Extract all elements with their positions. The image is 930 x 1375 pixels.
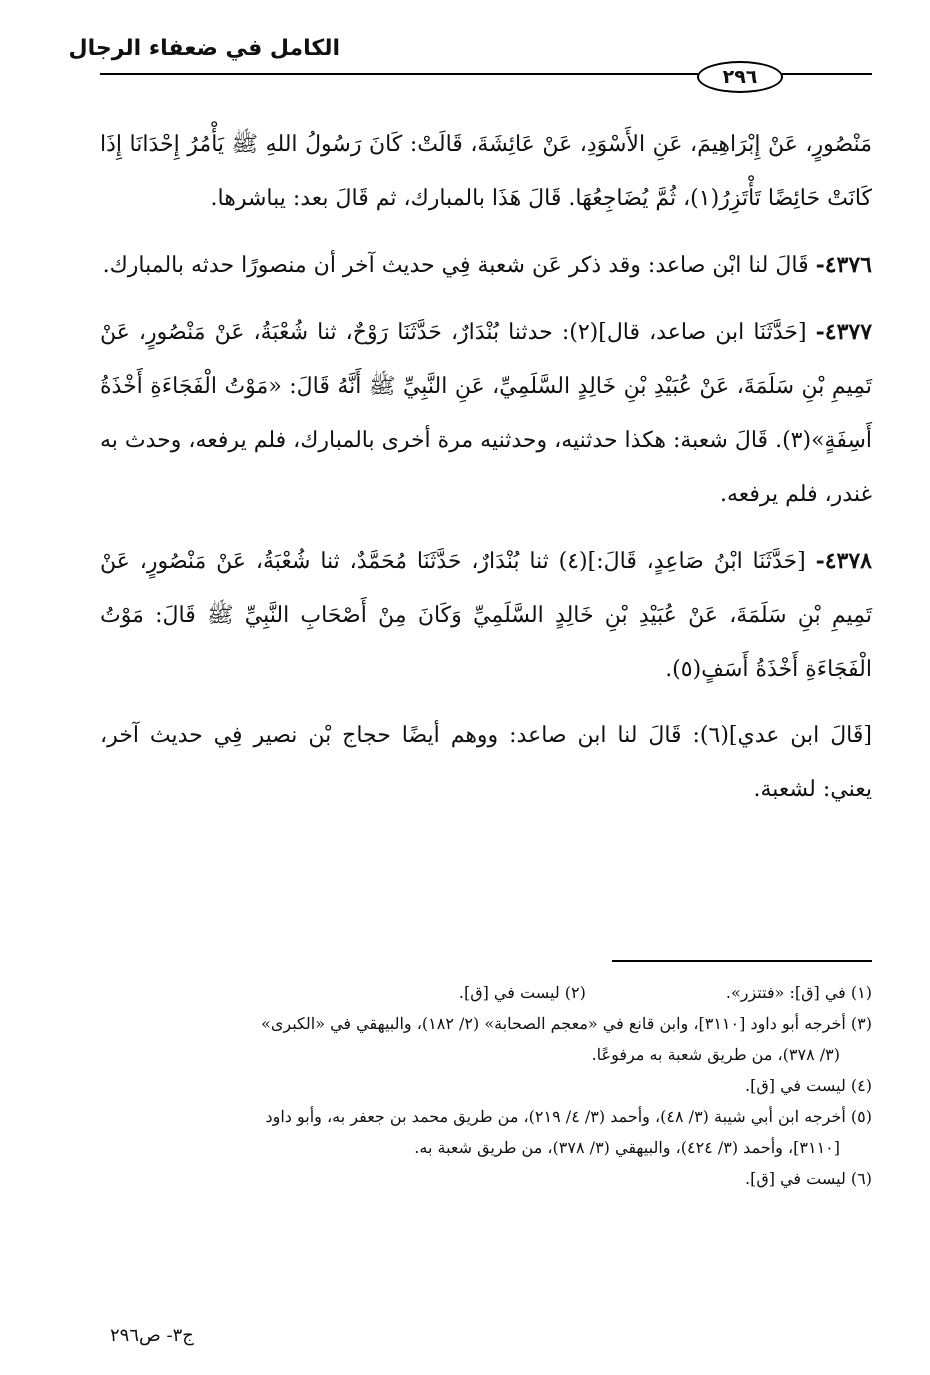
volume-page-reference: ج٣- ص٢٩٦ bbox=[110, 1325, 194, 1346]
page-number: ٢٩٦ bbox=[697, 61, 783, 93]
paragraph-text: [حَدَّثَنَا ابن صاعد، قال](٢): حدثنا بُنْدَارٌ، حَدَّثَنَا رَوْحٌ، ثنا شُعْبَةُ، عَنْ مَنْصُورٍ، عَنْ تَمِيمِ بْنِ سَلَمَةَ، عَنْ عُبَيْدِ بْنِ خَالِدٍ السَّلَمِيِّ، عَنِ النَّبِيِّ ﷺ أَنَّهُ قَالَ: «مَوْتُ الْفَجَاءَةِ أَخْذَةُ أَسِفَةٍ»(٣). قَالَ شعبة: هكذا حدثنيه، وحدثنيه مرة أخرى بالمبارك، فلم يرفعه، وحدث به غندر، فلم يرفعه. bbox=[100, 320, 872, 507]
main-text bbox=[100, 118, 872, 829]
book-title: الكامل في ضعفاء الرجال bbox=[68, 36, 340, 61]
paragraph bbox=[100, 118, 872, 226]
paragraph bbox=[100, 238, 872, 293]
hadith-number: ٤٣٧٨- bbox=[815, 548, 872, 574]
footnote-row bbox=[100, 977, 872, 1008]
footnote-separator bbox=[612, 960, 872, 962]
footnote: (٦) ليست في [ق]. bbox=[745, 1169, 872, 1188]
paragraph bbox=[100, 709, 872, 817]
footnote: (٣) أخرجه أبو داود [٣١١٠]، وابن قانع في «معجم الصحابة» (٢/ ١٨٢)، والبيهقي في «الكبرى» bbox=[261, 1014, 872, 1033]
footnote: (٢) ليست في [ق]. bbox=[458, 983, 586, 1002]
footnote-continuation: [٣١١٠]، وأحمد (٣/ ٤٢٤)، والبيهقي (٣/ ٣٧٨)، من طريق شعبة به. bbox=[414, 1138, 840, 1157]
footnote: (٥) أخرجه ابن أبي شيبة (٣/ ٤٨)، وأحمد (٣/ ٤/ ٢١٩)، من طريق محمد بن جعفر به، وأبو داود bbox=[265, 1107, 872, 1126]
paragraph bbox=[100, 305, 872, 522]
paragraph-text: قَالَ لنا ابْن صاعد: وقد ذكر عَن شعبة فِي حديث آخر أن منصورًا حدثه بالمبارك. bbox=[102, 253, 809, 278]
footnote: (٤) ليست في [ق]. bbox=[745, 1076, 872, 1095]
footnote-continuation: (٣/ ٣٧٨)، من طريق شعبة به مرفوعًا. bbox=[591, 1045, 840, 1064]
hadith-number: ٤٣٧٧- bbox=[815, 319, 873, 345]
hadith-number: ٤٣٧٦- bbox=[815, 252, 872, 278]
paragraph-text: [حَدَّثَنَا ابْنُ صَاعِدٍ، قَالَ:](٤) ثنا بُنْدَارٌ، حَدَّثَنَا مُحَمَّدٌ، ثنا شُعْبَةُ، عَنْ مَنْصُورٍ، عَنْ تَمِيمِ بْنِ سَلَمَةَ، عَنْ عُبَيْدِ بْنِ خَالِدٍ السَّلَمِيِّ وَكَانَ مِنْ أَصْحَابِ النَّبِيِّ ﷺ قَالَ: مَوْتُ الْفَجَاءَةِ أَخْذَةُ أَسَفٍ(٥). bbox=[100, 549, 872, 682]
footnotes bbox=[100, 977, 872, 1194]
footnote: (١) في [ق]: «فتتزر». bbox=[725, 983, 872, 1002]
paragraph-text: [قَالَ ابن عدي](٦): قَالَ لنا ابن صاعد: ووهم أيضًا حجاج بْن نصير فِي حديث آخر، يعني: لشعبة. bbox=[100, 723, 872, 802]
paragraph bbox=[100, 534, 872, 697]
paragraph-text: مَنْصُورٍ، عَنْ إِبْرَاهِيمَ، عَنِ الأَسْوَدِ، عَنْ عَائِشَةَ، قَالَتْ: كَانَ رَسُولُ اللهِ ﷺ يَأْمُرُ إِحْدَانَا إِذَا كَانَتْ حَائِضًا تَأْتَزِرُ(١)، ثُمَّ يُضَاجِعُهَا. قَالَ هَذَا بالمبارك، ثم قَالَ بعد: يباشرها. bbox=[100, 132, 872, 211]
